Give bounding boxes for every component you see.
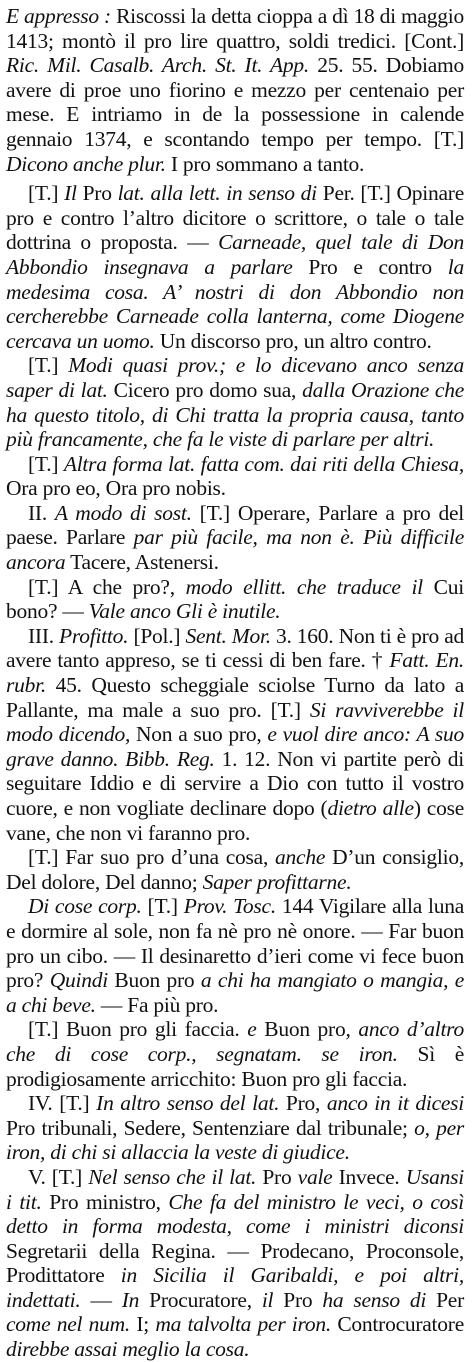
text-run: Pro	[256, 1164, 298, 1189]
italic-text-run: anco in it dicesi	[326, 1091, 464, 1116]
text-run: Pro,	[279, 1091, 327, 1116]
text-run: Ora pro eo, Ora pro nobis.	[6, 476, 226, 501]
text-run: [T.]	[28, 353, 69, 378]
italic-text-run: Quindi	[49, 968, 108, 993]
italic-text-run: In altro senso del lat.	[96, 1091, 280, 1116]
text-run: Pro	[76, 181, 118, 206]
italic-text-run: Nel senso che il lat.	[88, 1164, 257, 1189]
text-run: Pro ministro,	[41, 1189, 169, 1214]
italic-text-run: anco d’altro che di cose corp., segnatam. se iron.	[6, 1017, 465, 1066]
text-run: Controcuratore	[330, 1312, 464, 1337]
text-run: Un discorso pro, un altro contro.	[154, 328, 432, 353]
entry-paragraph	[6, 4, 464, 176]
text-run: 144 Vigilare alla luna e dormire al sole, non fa nè pro nè onore. — Far buon pro un cibo. — Il desinaretto d’ieri come vi fece buon pro?	[6, 894, 464, 993]
italic-text-run: ha senso di	[322, 1287, 427, 1312]
text-run: Pro e contro	[292, 254, 448, 279]
entry-paragraph	[6, 353, 464, 451]
entry-paragraph	[6, 1165, 464, 1362]
text-run: Procuratore,	[139, 1287, 262, 1312]
italic-text-run: lat. alla lett. in senso di	[117, 181, 317, 206]
italic-text-run: Prov. Tosc.	[183, 894, 276, 919]
text-run: Tacere, Astenersi.	[65, 550, 219, 575]
text-run: [T.] Operare, Parlare a pro del paese. Parlare	[6, 500, 464, 550]
text-run: Pro	[273, 1287, 323, 1312]
text-run: Cicero pro domo sua,	[107, 377, 303, 402]
italic-text-run: Dicono anche plur.	[6, 151, 166, 176]
italic-text-run: Che fa del ministro le veci, o così detto in forma modesta, come i ministri diconsi	[6, 1189, 464, 1239]
text-run: I;	[130, 1312, 156, 1337]
italic-text-run: Ric. Mil. Casalb. Arch. St. It. App.	[6, 53, 310, 78]
entry-paragraph	[6, 575, 464, 624]
entry-paragraph	[6, 624, 464, 845]
italic-text-run: Profitto.	[59, 623, 129, 648]
italic-text-run: Si ravviverebbe il modo dicendo,	[6, 697, 464, 747]
text-run: Pro tribunali, Sedere, Sentenziare dal tribunale;	[6, 1115, 415, 1140]
text-run: Buon pro,	[256, 1017, 359, 1042]
italic-text-run: e vuol dire anco: A suo grave danno. Bibb. Reg.	[6, 722, 464, 771]
italic-text-run: Altra forma lat. fatta com. dai riti della Chiesa,	[63, 451, 464, 476]
italic-text-run: In	[121, 1287, 140, 1312]
italic-text-run: A modo di sost.	[54, 500, 192, 525]
entry-paragraph	[6, 501, 464, 575]
italic-text-run: ma talvolta per iron.	[155, 1312, 331, 1337]
text-run: — Fa più pro.	[95, 992, 219, 1017]
italic-text-run: E appresso :	[6, 4, 111, 28]
text-run: IV. [T.]	[28, 1091, 97, 1116]
italic-text-run: a chi ha mangiato o mangia, e a chi beve.	[6, 968, 464, 1017]
text-run: Invece.	[332, 1164, 406, 1189]
text-run: II.	[28, 500, 55, 525]
text-run: —	[80, 1287, 122, 1312]
text-run: [T.] Far suo pro d’una cosa,	[28, 845, 276, 870]
italic-text-run: Usansi i tit.	[6, 1164, 464, 1214]
text-run: 25. 55. Dobiamo avere di proe uno fiorino e mezzo per centenaio per mese. E intriamo in de la possessione in calende gennaio 1374, e scontando tempo per tempo. [T.]	[6, 53, 464, 151]
entry-paragraph	[6, 845, 464, 894]
text-run: V. [T.]	[28, 1164, 89, 1189]
italic-text-run: Di cose corp.	[28, 894, 142, 919]
text-run: 1. 12. Non vi partite però di seguitare Iddio e di servire a Dio con tutto il vostro cuore, e non vogliate declinare dopo (	[6, 746, 464, 820]
italic-text-run: Modi quasi prov.; e lo dicevano anco senza saper di lat.	[6, 353, 465, 402]
text-run: Per	[426, 1287, 464, 1312]
text-run: [T.]	[28, 451, 64, 476]
text-run: [T.]	[141, 894, 184, 919]
entry-paragraph	[6, 181, 464, 353]
text-run: Cui bono? —	[6, 574, 464, 624]
italic-text-run: come nel num.	[6, 1312, 130, 1337]
italic-text-run: dalla Orazione che ha questo titolo, di Chi tratta la propria causa, tanto più francamente, che fa le viste di parlare per altri.	[6, 377, 464, 452]
text-run: [Pol.]	[128, 623, 186, 648]
text-run: Segretarii della Regina. — Prodecano, Proconsole, Prodittatore	[6, 1238, 464, 1288]
entry-paragraph	[6, 1091, 464, 1165]
text-run: I pro sommano a tanto.	[165, 151, 365, 176]
text-run: Per. [T.] Opinare pro e contro l’altro dicitore o scrittore, o tale o tale dottrina o proposta. —	[6, 181, 465, 255]
italic-text-run: par più facile, ma non è. Più difficile ancora	[6, 525, 464, 575]
italic-text-run: il	[261, 1287, 274, 1312]
entry-paragraph	[6, 452, 464, 501]
italic-text-run: o, per iron, di chi si allaccia la veste di giudice.	[6, 1115, 464, 1165]
text-run: Riscossi la detta cioppa a dì 18 di maggio 1413; montò il pro lire quattro, soldi tredici. [Cont.]	[6, 4, 464, 53]
italic-text-run: Vale anco Gli è inutile.	[88, 599, 281, 624]
italic-text-run: la medesima cosa. A’ nostri di don Abbondio non cercherebbe Carneade colla lanterna, come Diogene cercava un uomo.	[6, 254, 464, 353]
italic-text-run: Il	[64, 181, 77, 206]
italic-text-run: Fatt. En. rubr.	[6, 648, 464, 698]
italic-text-run: in Sicilia il Garibaldi, e poi altri, indettati.	[6, 1263, 464, 1312]
italic-text-run: dietro alle	[327, 796, 414, 820]
text-run: III.	[28, 623, 60, 648]
italic-text-run: modo ellitt. che traduce il	[185, 574, 423, 599]
text-run: D’un consiglio, Del dolore, Del danno;	[6, 845, 464, 894]
text-run: ) cose vane, che non vi faranno pro.	[6, 796, 464, 845]
italic-text-run: e	[247, 1017, 257, 1042]
italic-text-run: direbbe assai meglio la cosa.	[6, 1337, 250, 1362]
italic-text-run: Carneade, quel tale di Don Abbondio insegnava a parlare	[6, 230, 464, 279]
text-run: [T.] A che pro?,	[28, 574, 186, 599]
text-run: Non a suo pro,	[130, 722, 268, 747]
entry-paragraph	[6, 1017, 464, 1091]
italic-text-run: vale	[297, 1164, 333, 1189]
text-run: 45. Questo scheggiale sciolse Turno da lato a Pallante, ma male a suo pro. [T.]	[6, 673, 464, 722]
text-run: [T.] Buon pro gli faccia.	[28, 1017, 248, 1042]
text-run: [T.]	[28, 181, 65, 206]
text-run: Sì è prodigiosamente arricchito: Buon pro gli faccia.	[6, 1041, 464, 1091]
italic-text-run: anche	[275, 845, 326, 870]
text-run: Buon pro	[107, 968, 201, 993]
entry-paragraph	[6, 894, 464, 1017]
text-run: 3. 160. Non ti è pro ad avere tanto appreso, se ti cessi di ben fare. †	[6, 623, 464, 673]
italic-text-run: Saper profittarne.	[202, 869, 352, 894]
italic-text-run: Sent. Mor.	[185, 623, 271, 648]
